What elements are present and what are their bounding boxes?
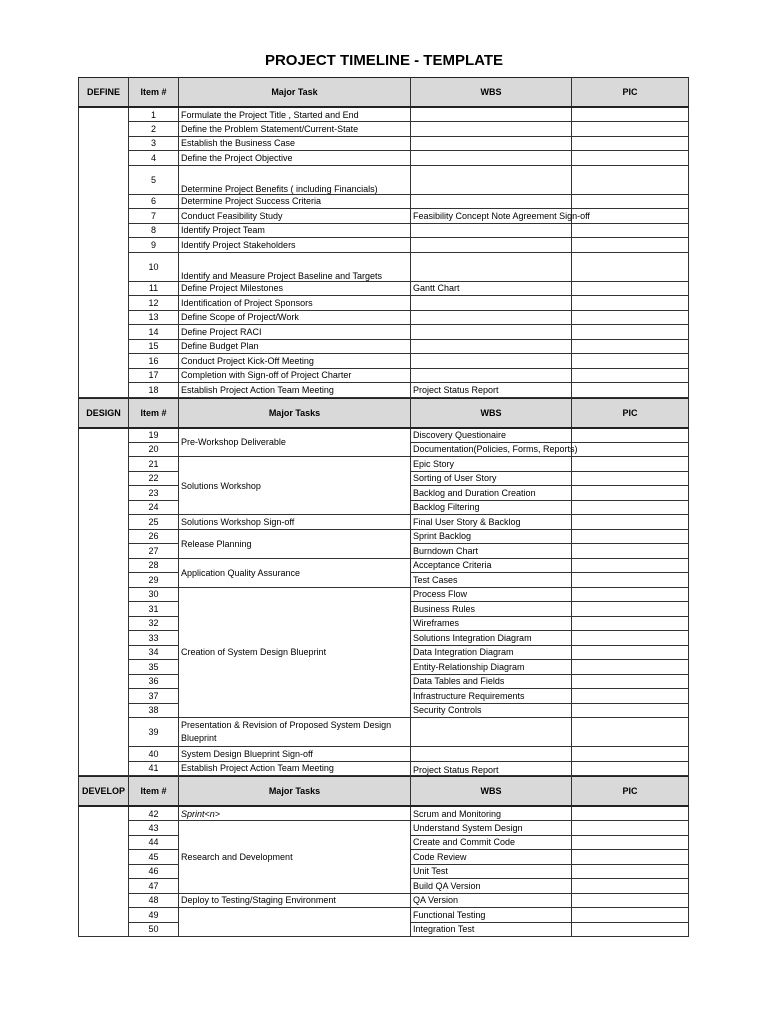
wbs-cell: Infrastructure Requirements [411,689,572,704]
wbs-header: WBS [411,78,572,108]
pic-cell [572,223,689,238]
pic-cell [572,674,689,689]
item-number: 25 [129,515,179,530]
wbs-cell: Backlog Filtering [411,500,572,515]
pic-cell [572,310,689,325]
table-row [79,281,689,296]
wbs-cell [411,368,572,383]
item-number: 35 [129,660,179,675]
item-number: 10 [129,252,179,281]
pic-cell [572,602,689,617]
item-number: 36 [129,674,179,689]
task-cell: Creation of System Design Blueprint [179,587,411,718]
wbs-cell: Project Status Report [411,383,572,398]
table-row [79,107,689,122]
item-number: 12 [129,296,179,311]
wbs-cell: Data Tables and Fields [411,674,572,689]
wbs-cell [411,252,572,281]
wbs-header: WBS [411,777,572,807]
pic-cell [572,486,689,501]
item-number: 13 [129,310,179,325]
item-number: 50 [129,922,179,937]
wbs-cell [411,354,572,369]
pic-cell [572,616,689,631]
wbs-cell: Gantt Chart [411,281,572,296]
task-header: Major Tasks [179,398,411,428]
task-cell: Application Quality Assurance [179,558,411,587]
wbs-cell: Process Flow [411,587,572,602]
task-cell: Determine Project Benefits ( including Financials) [179,165,411,194]
wbs-cell: Discovery Questionaire [411,428,572,443]
wbs-cell [411,122,572,137]
item-number: 41 [129,761,179,776]
item-number: 45 [129,850,179,865]
page-title: PROJECT TIMELINE - TEMPLATE [264,52,504,69]
table-row [79,325,689,340]
task-header: Major Tasks [179,777,411,807]
task-cell: Establish Project Action Team Meeting [179,383,411,398]
table-row [79,252,689,281]
pic-cell [572,428,689,443]
table-row [79,165,689,194]
wbs-cell [411,325,572,340]
task-cell: Identify and Measure Project Baseline and Targets [179,252,411,281]
wbs-cell: Epic Story [411,457,572,472]
pic-cell [572,761,689,776]
item-header: Item # [129,398,179,428]
task-cell: Identify Project Team [179,223,411,238]
pic-header: PIC [572,78,689,108]
pic-cell [572,515,689,530]
item-number: 5 [129,165,179,194]
wbs-cell: Solutions Integration Diagram [411,631,572,646]
wbs-cell [411,194,572,209]
section-blank-cell [79,107,129,397]
item-number: 2 [129,122,179,137]
wbs-cell: Entity-Relationship Diagram [411,660,572,675]
wbs-cell: Burndown Chart [411,544,572,559]
item-number: 26 [129,529,179,544]
item-number: 21 [129,457,179,472]
wbs-cell [411,107,572,122]
pic-cell [572,689,689,704]
task-cell: Determine Project Success Criteria [179,194,411,209]
item-number: 39 [129,718,179,747]
pic-cell [572,107,689,122]
pic-cell [572,747,689,762]
item-number: 33 [129,631,179,646]
table-row [79,893,689,908]
pic-cell [572,325,689,340]
item-number: 42 [129,806,179,821]
wbs-cell: Data Integration Diagram [411,645,572,660]
pic-cell [572,194,689,209]
item-number: 49 [129,908,179,923]
task-cell: Establish Project Action Team Meeting [179,761,411,776]
item-number: 46 [129,864,179,879]
item-number: 37 [129,689,179,704]
table-row [79,136,689,151]
table-row [79,339,689,354]
pic-header: PIC [572,777,689,807]
item-number: 8 [129,223,179,238]
pic-cell [572,122,689,137]
table-row [79,354,689,369]
table-row [79,310,689,325]
item-number: 3 [129,136,179,151]
pic-cell [572,165,689,194]
table-row [79,761,689,776]
task-cell: Release Planning [179,529,411,558]
wbs-cell: Functional Testing [411,908,572,923]
task-cell: Define Project Milestones [179,281,411,296]
table-row [79,209,689,224]
design-header-row [79,398,689,428]
table-row [79,718,689,747]
pic-cell [572,850,689,865]
task-cell: Sprint<n> [179,806,411,821]
pic-cell [572,281,689,296]
pic-cell [572,879,689,894]
item-number: 14 [129,325,179,340]
table-row [79,747,689,762]
item-number: 15 [129,339,179,354]
define-header-row [79,78,689,108]
timeline-sheet [78,77,688,937]
table-row [79,194,689,209]
task-cell: Completion with Sign-off of Project Charter [179,368,411,383]
pic-cell [572,587,689,602]
wbs-cell: Backlog and Duration Creation [411,486,572,501]
item-number: 9 [129,238,179,253]
item-number: 23 [129,486,179,501]
wbs-cell: Acceptance Criteria [411,558,572,573]
develop-header-row [79,777,689,807]
table-row [79,223,689,238]
design-table [78,398,689,777]
item-number: 28 [129,558,179,573]
wbs-cell: Understand System Design [411,821,572,836]
table-row [79,821,689,836]
wbs-cell: Project Status Report [411,761,572,776]
pic-cell [572,383,689,398]
pic-cell [572,864,689,879]
item-number: 1 [129,107,179,122]
wbs-cell [411,151,572,166]
pic-cell [572,645,689,660]
wbs-cell: Final User Story & Backlog [411,515,572,530]
task-cell: Formulate the Project Title , Started and End [179,107,411,122]
pic-cell [572,136,689,151]
task-cell: Identify Project Stakeholders [179,238,411,253]
item-number: 34 [129,645,179,660]
item-number: 44 [129,835,179,850]
task-cell: Establish the Business Case [179,136,411,151]
wbs-cell: Security Controls [411,703,572,718]
wbs-cell: Feasibility Concept Note Agreement Sign-off [411,209,572,224]
task-cell: Define the Project Objective [179,151,411,166]
section-blank-cell [79,428,129,776]
item-number: 18 [129,383,179,398]
pic-cell [572,703,689,718]
develop-table [78,776,689,937]
item-number: 24 [129,500,179,515]
task-cell: Solutions Workshop Sign-off [179,515,411,530]
task-cell: Research and Development [179,821,411,894]
pic-cell [572,471,689,486]
pic-cell [572,544,689,559]
pic-header: PIC [572,398,689,428]
item-number: 48 [129,893,179,908]
table-row [79,296,689,311]
item-number: 6 [129,194,179,209]
item-number: 19 [129,428,179,443]
section-label: DEFINE [79,78,129,108]
wbs-cell: QA Version [411,893,572,908]
pic-cell [572,151,689,166]
item-number: 27 [129,544,179,559]
item-number: 32 [129,616,179,631]
pic-cell [572,821,689,836]
item-number: 38 [129,703,179,718]
pic-cell [572,354,689,369]
item-number: 29 [129,573,179,588]
item-number: 30 [129,587,179,602]
item-number: 11 [129,281,179,296]
pic-cell [572,631,689,646]
item-number: 4 [129,151,179,166]
task-cell [179,908,411,937]
task-cell: Define Budget Plan [179,339,411,354]
section-label: DEVELOP [79,777,129,807]
pic-cell [572,442,689,457]
wbs-cell: Sorting of User Story [411,471,572,486]
item-number: 22 [129,471,179,486]
task-cell: Solutions Workshop [179,457,411,515]
table-row [79,238,689,253]
task-header: Major Task [179,78,411,108]
pic-cell [572,835,689,850]
pic-cell [572,718,689,747]
wbs-cell: Documentation(Policies, Forms, Reports) [411,442,572,457]
task-cell: Define Project RACI [179,325,411,340]
pic-cell [572,908,689,923]
item-number: 20 [129,442,179,457]
table-row [79,515,689,530]
task-cell: Conduct Project Kick-Off Meeting [179,354,411,369]
task-cell: Identification of Project Sponsors [179,296,411,311]
table-row [79,151,689,166]
wbs-cell [411,238,572,253]
wbs-cell: Create and Commit Code [411,835,572,850]
pic-cell [572,238,689,253]
pic-cell [572,806,689,821]
item-number: 40 [129,747,179,762]
task-cell: Define Scope of Project/Work [179,310,411,325]
item-number: 31 [129,602,179,617]
pic-cell [572,296,689,311]
wbs-cell: Scrum and Monitoring [411,806,572,821]
pic-cell [572,339,689,354]
item-header: Item # [129,78,179,108]
task-cell: Define the Problem Statement/Current-State [179,122,411,137]
task-cell: Deploy to Testing/Staging Environment [179,893,411,908]
pic-cell [572,893,689,908]
pic-cell [572,529,689,544]
table-row [79,368,689,383]
item-number: 43 [129,821,179,836]
table-row [79,122,689,137]
define-table [78,77,689,398]
section-label: DESIGN [79,398,129,428]
table-row [79,587,689,602]
task-cell: Pre-Workshop Deliverable [179,428,411,457]
wbs-header: WBS [411,398,572,428]
item-number: 16 [129,354,179,369]
task-cell: Presentation & Revision of Proposed System Design Blueprint [179,718,411,747]
wbs-cell: Sprint Backlog [411,529,572,544]
wbs-cell: Unit Test [411,864,572,879]
wbs-cell: Wireframes [411,616,572,631]
pic-cell [572,922,689,937]
wbs-cell [411,223,572,238]
wbs-cell [411,310,572,325]
table-row [79,383,689,398]
pic-cell [572,457,689,472]
item-number: 47 [129,879,179,894]
table-row [79,558,689,573]
task-cell: System Design Blueprint Sign-off [179,747,411,762]
item-header: Item # [129,777,179,807]
wbs-cell [411,747,572,762]
table-row [79,457,689,472]
wbs-cell [411,296,572,311]
table-row [79,428,689,443]
wbs-cell: Business Rules [411,602,572,617]
wbs-cell: Code Review [411,850,572,865]
wbs-cell [411,718,572,747]
wbs-cell: Build QA Version [411,879,572,894]
wbs-cell: Integration Test [411,922,572,937]
table-row [79,806,689,821]
section-blank-cell [79,806,129,937]
pic-cell [572,500,689,515]
item-number: 7 [129,209,179,224]
pic-cell [572,573,689,588]
wbs-cell [411,339,572,354]
table-row [79,908,689,923]
task-cell: Conduct Feasibility Study [179,209,411,224]
pic-cell [572,368,689,383]
pic-cell [572,660,689,675]
wbs-cell [411,136,572,151]
wbs-cell [411,165,572,194]
item-number: 17 [129,368,179,383]
pic-cell [572,558,689,573]
table-row [79,529,689,544]
pic-cell [572,252,689,281]
wbs-cell: Test Cases [411,573,572,588]
